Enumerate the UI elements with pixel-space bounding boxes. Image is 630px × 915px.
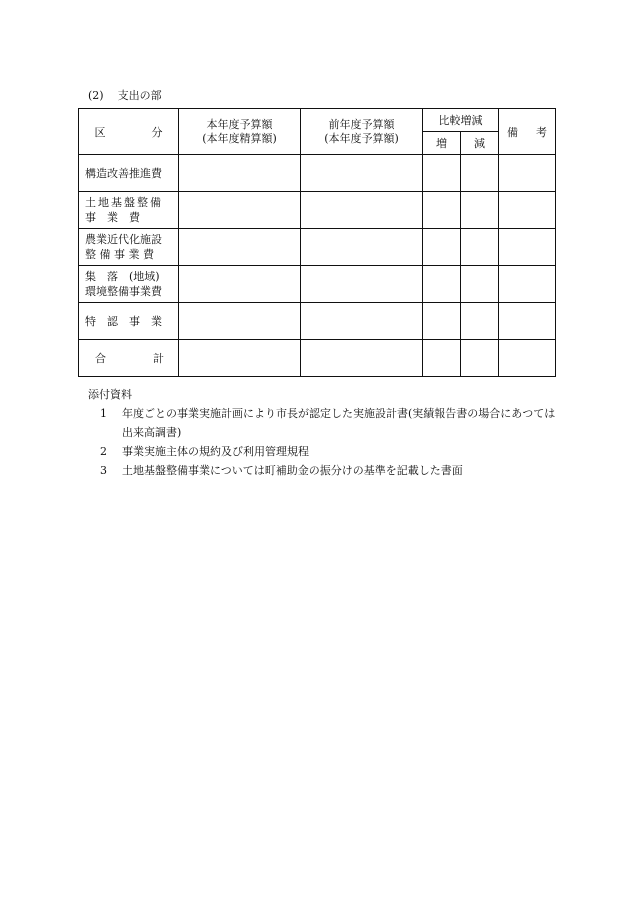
row-category-line2: 環境整備事業費 — [85, 285, 162, 298]
item-text: 事業実施主体の規約及び利用管理規程 — [122, 445, 309, 458]
row-category-line1: 農業近代化施設 — [85, 233, 162, 246]
cell-decrease — [461, 340, 499, 377]
row-category-line1: 特 認 事 業 — [85, 314, 162, 328]
header-remarks — [499, 109, 556, 155]
cell-previous — [301, 192, 423, 229]
cell-decrease — [461, 155, 499, 192]
attachments-section — [88, 385, 562, 480]
header-remarks-b: 考 — [536, 125, 547, 139]
cell-previous — [301, 229, 423, 266]
cell-current — [179, 303, 301, 340]
cell-increase — [423, 155, 461, 192]
cell-remarks — [499, 266, 556, 303]
cell-previous — [301, 266, 423, 303]
cell-current — [179, 229, 301, 266]
cell-remarks — [499, 303, 556, 340]
row-category-line2: 事 業 費 — [85, 211, 140, 224]
cell-current — [179, 266, 301, 303]
cell-current — [179, 192, 301, 229]
cell-current — [179, 155, 301, 192]
item-number: 1 — [100, 407, 107, 420]
section-number: (2) — [88, 89, 104, 102]
item-number: 3 — [100, 464, 107, 477]
total-label-a: 合 — [95, 351, 106, 365]
row-category-line1: 土地基盤整備 — [85, 196, 163, 209]
section-label: 支出の部 — [117, 89, 162, 102]
item-number: 2 — [100, 445, 107, 458]
header-category — [79, 109, 179, 155]
header-category-a: 区 — [94, 125, 106, 139]
cell-remarks — [499, 192, 556, 229]
cell-increase — [423, 266, 461, 303]
row-category-line1: 構造改善推進費 — [85, 166, 162, 180]
table-row-total — [79, 340, 556, 377]
table-row — [79, 303, 556, 340]
attachments-title: 添付資料 — [88, 388, 132, 401]
row-category — [79, 192, 179, 229]
item-text: 年度ごとの事業実施計画により市長が認定した実施設計書(実績報告書の場合にあつては出来高調書) — [122, 407, 556, 439]
expenditure-table — [78, 108, 556, 377]
table-row — [79, 229, 556, 266]
header-previous-line1: 前年度予算額 — [328, 117, 395, 131]
item-text: 土地基盤整備事業については町補助金の振分けの基準を記載した書面 — [122, 464, 463, 477]
list-item — [100, 461, 562, 480]
list-item — [100, 404, 562, 442]
total-label-b: 計 — [153, 351, 164, 365]
header-current-line1: 本年度予算額 — [206, 117, 273, 131]
table-row — [79, 192, 556, 229]
cell-remarks — [499, 340, 556, 377]
row-category-line1: 集 落 (地域) — [85, 270, 160, 283]
table-row — [79, 155, 556, 192]
cell-previous — [301, 155, 423, 192]
header-category-b: 分 — [151, 125, 163, 139]
cell-decrease — [461, 229, 499, 266]
cell-decrease — [461, 303, 499, 340]
row-category — [79, 229, 179, 266]
section-title — [88, 87, 162, 103]
table-row — [79, 266, 556, 303]
cell-increase — [423, 192, 461, 229]
cell-increase — [423, 229, 461, 266]
cell-remarks — [499, 229, 556, 266]
cell-remarks — [499, 155, 556, 192]
header-comparison: 比較増減 — [423, 109, 499, 132]
cell-increase — [423, 340, 461, 377]
list-item — [100, 442, 562, 461]
header-row — [79, 109, 556, 132]
cell-current — [179, 340, 301, 377]
header-current-budget — [179, 109, 301, 155]
row-category — [79, 303, 179, 340]
cell-previous — [301, 303, 423, 340]
cell-increase — [423, 303, 461, 340]
header-decrease: 減 — [461, 132, 499, 155]
row-category — [79, 155, 179, 192]
header-current-line2: (本年度精算額) — [202, 131, 277, 145]
row-category-total — [79, 340, 179, 377]
header-increase: 増 — [423, 132, 461, 155]
header-previous-line2: (本年度予算額) — [324, 131, 399, 145]
cell-decrease — [461, 192, 499, 229]
row-category — [79, 266, 179, 303]
cell-decrease — [461, 266, 499, 303]
header-remarks-a: 備 — [507, 125, 518, 139]
cell-previous — [301, 340, 423, 377]
header-previous-budget — [301, 109, 423, 155]
row-category-line2: 整 備 事 業 費 — [85, 248, 154, 261]
